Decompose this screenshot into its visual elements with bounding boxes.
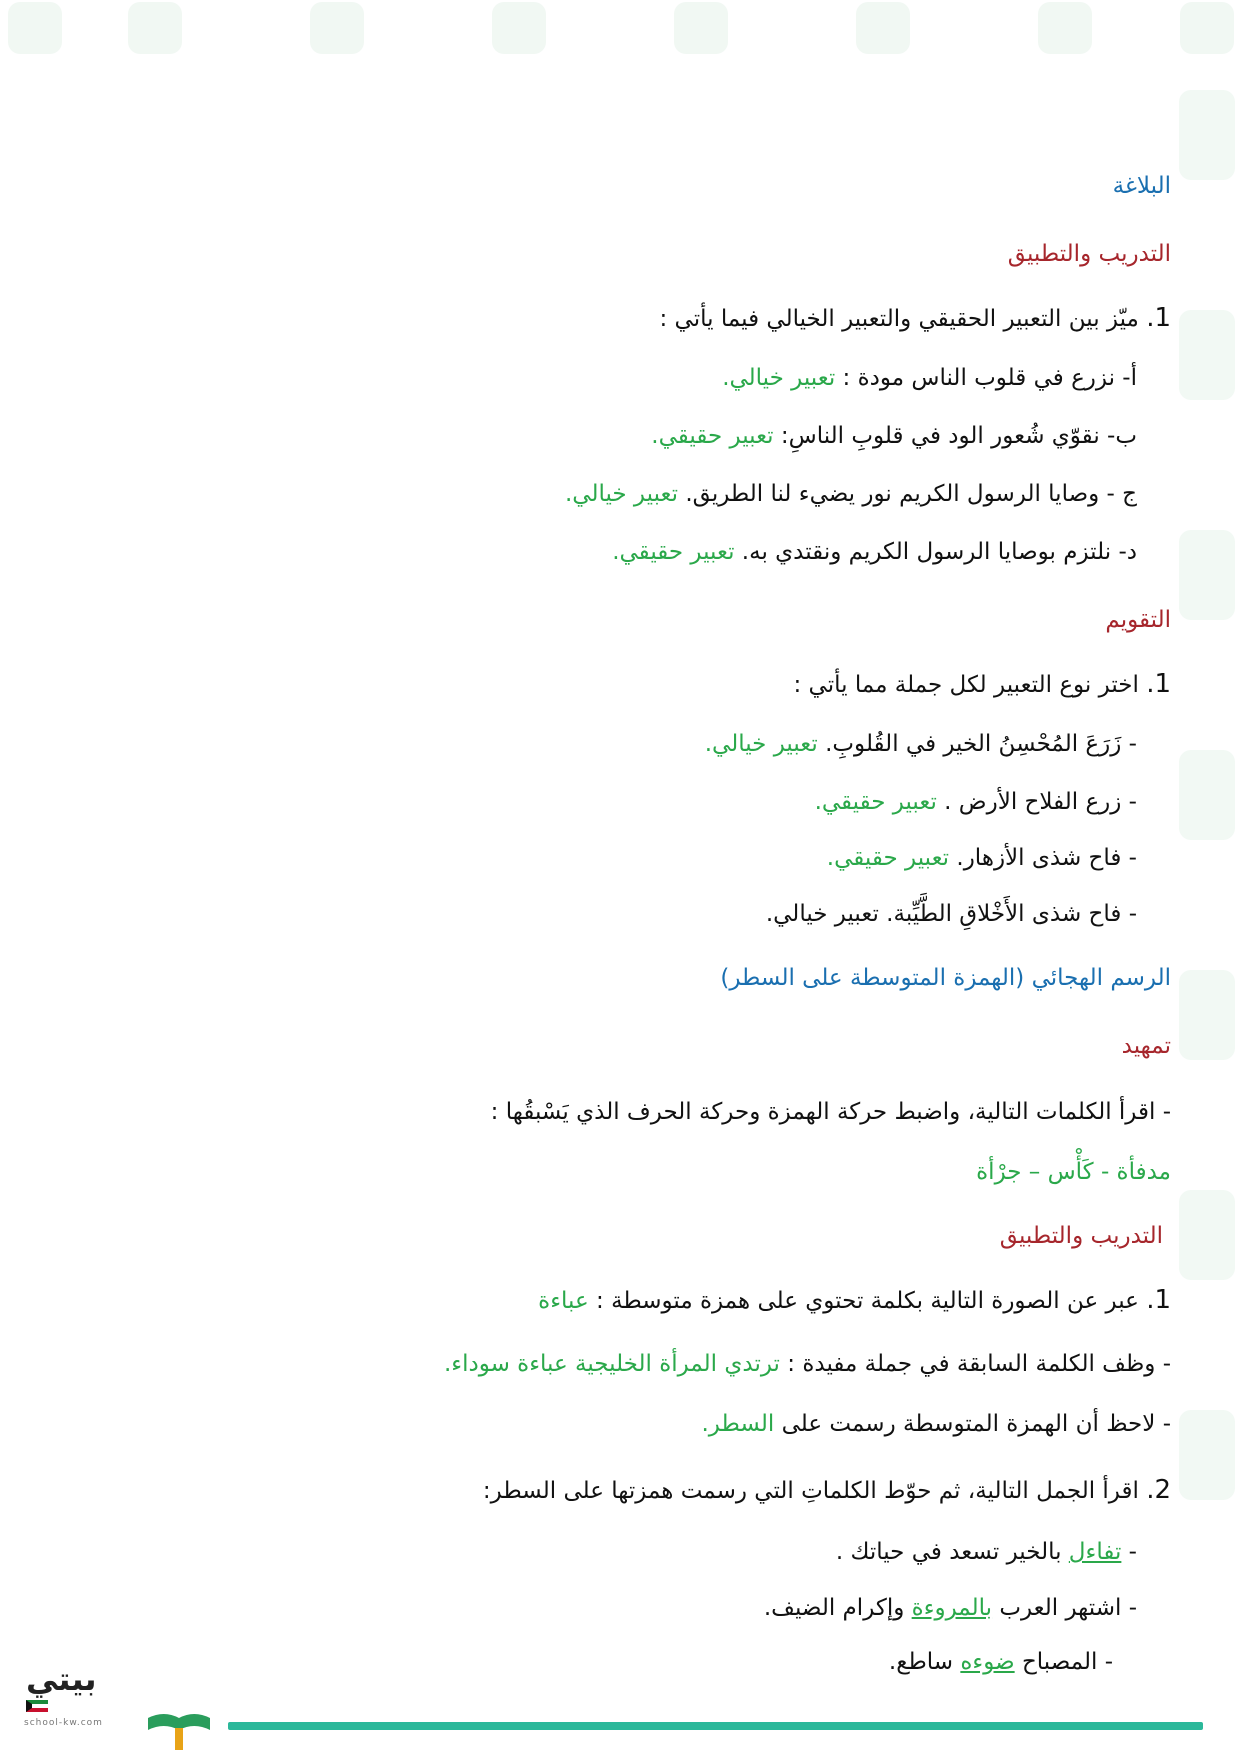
answer-text: ترتدي المرأة الخليجية عباءة سوداء. xyxy=(443,1351,780,1377)
answer-text: تعبير خيالي. xyxy=(564,481,679,507)
question-1-item-a: أ- نزرع في قلوب الناس مودة : تعبير خيالي. xyxy=(722,365,1137,391)
section-heading-taqweem: التقويم xyxy=(1105,607,1171,633)
question-number: 1. xyxy=(1146,303,1171,333)
question-2-item-a: - زَرَعَ المُحْسِنُ الخير في القُلوبِ. تعبير خيالي. xyxy=(704,731,1137,757)
question-text: عبر عن الصورة التالية بكلمة تحتوي على همزة متوسطة : xyxy=(588,1288,1147,1314)
underlined-word: بالمروءة xyxy=(911,1595,993,1621)
answer-text: السطر. xyxy=(701,1411,775,1437)
question-2 xyxy=(60,668,1171,701)
question-4-item-a: - تفاءل بالخير تسعد في حياتك . xyxy=(835,1539,1137,1565)
tamheed-instruction: - اقرأ الكلمات التالية، واضبط حركة الهمزة وحركة الحرف الذي يَسْبقُها : xyxy=(490,1099,1171,1125)
answer-text: تعبير حقيقي. xyxy=(651,423,774,449)
underlined-word: تفاءل xyxy=(1068,1539,1122,1565)
section-heading-balagha: البلاغة xyxy=(1112,173,1171,199)
answer-text: تعبير خيالي. xyxy=(722,365,836,391)
underlined-word: ضوءه xyxy=(960,1649,1015,1675)
question-4-item-c: - المصباح ضوءه ساطع. xyxy=(888,1649,1113,1675)
site-url: school-kw.com xyxy=(24,1718,103,1728)
question-2-item-d: - فاح شذى الأَخْلاقِ الطَّيِّبة. تعبير خيالي. xyxy=(765,901,1137,927)
section-heading-training-2: التدريب والتطبيق xyxy=(999,1223,1163,1249)
question-text: اختر نوع التعبير لكل جملة مما يأتي : xyxy=(793,672,1147,698)
question-4-item-b: - اشتهر العرب بالمروءة وإكرام الضيف. xyxy=(763,1595,1137,1621)
question-2-item-c: - فاح شذى الأزهار. تعبير حقيقي. xyxy=(826,845,1137,871)
answer-text: تعبير خيالي. xyxy=(704,731,818,757)
question-1 xyxy=(60,302,1171,335)
question-number: 1. xyxy=(1146,669,1171,699)
site-logo-text: بيتي xyxy=(26,1660,97,1698)
question-1-item-b: ب- نقوّي شُعور الود في قلوبِ الناسِ: تعبير حقيقي. xyxy=(651,423,1137,449)
answer-text: تعبير حقيقي. xyxy=(814,789,937,815)
section-heading-rasm: الرسم الهجائي (الهمزة المتوسطة على السطر) xyxy=(720,965,1171,991)
question-number: 2. xyxy=(1146,1475,1171,1505)
question-2-item-b: - زرع الفلاح الأرض . تعبير حقيقي. xyxy=(814,789,1137,815)
question-4 xyxy=(60,1474,1171,1507)
question-text: ميّز بين التعبير الحقيقي والتعبير الخيالي فيما يأتي : xyxy=(659,306,1147,332)
footer-bar xyxy=(228,1722,1203,1730)
question-number: 1. xyxy=(1146,1285,1171,1315)
tamheed-words: مدفأة - كَأْس – جرْأة xyxy=(976,1159,1171,1185)
question-3 xyxy=(60,1284,1171,1317)
question-text: اقرأ الجمل التالية، ثم حوّط الكلماتِ التي رسمت همزتها على السطر: xyxy=(482,1478,1147,1504)
section-heading-tamheed: تمهيد xyxy=(1121,1033,1171,1059)
question-3-item-b: - وظف الكلمة السابقة في جملة مفيدة : ترتدي المرأة الخليجية عباءة سوداء. xyxy=(443,1351,1171,1377)
question-1-item-c: ج - وصايا الرسول الكريم نور يضيء لنا الطريق. تعبير خيالي. xyxy=(564,481,1137,507)
book-logo-icon xyxy=(146,1708,212,1752)
kuwait-flag-icon xyxy=(26,1700,48,1712)
answer-text: تعبير حقيقي. xyxy=(612,539,735,565)
answer-text: تعبير حقيقي. xyxy=(826,845,950,871)
question-1-item-d: د- نلتزم بوصايا الرسول الكريم ونقتدي به. تعبير حقيقي. xyxy=(612,539,1137,565)
answer-text: عباءة xyxy=(538,1288,589,1314)
question-3-item-c: - لاحظ أن الهمزة المتوسطة رسمت على السطر. xyxy=(701,1411,1171,1437)
section-heading-training: التدريب والتطبيق xyxy=(1007,241,1171,267)
